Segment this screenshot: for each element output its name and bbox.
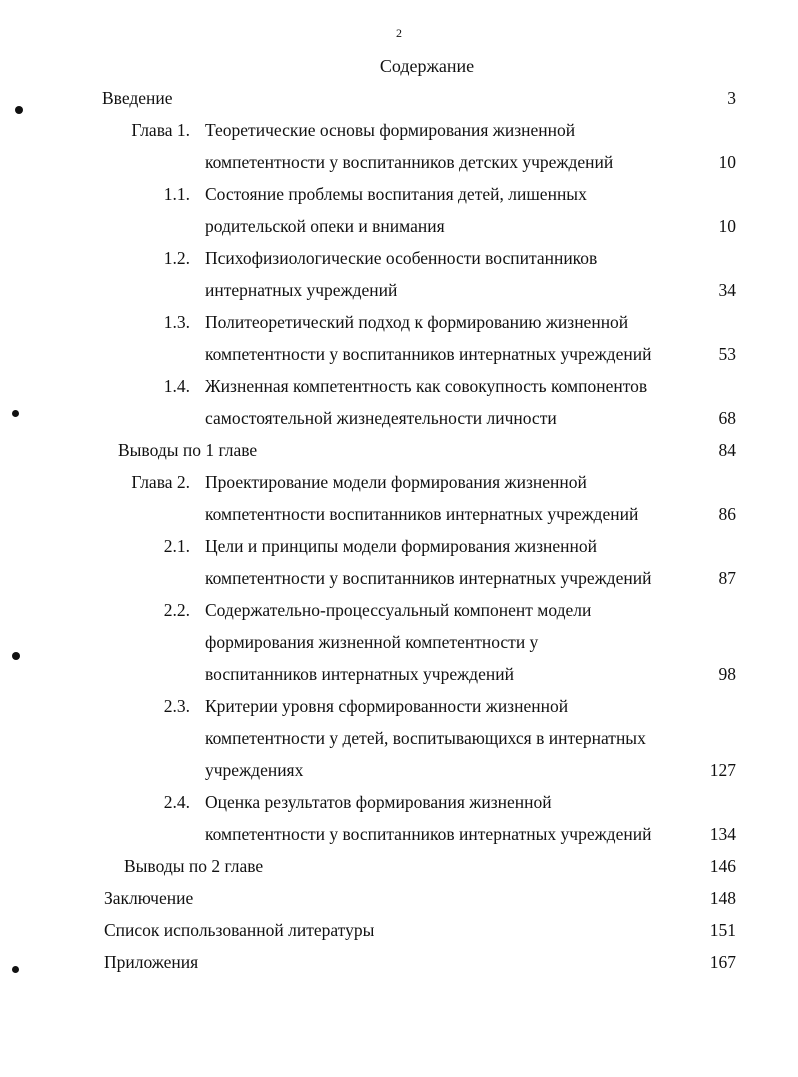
toc-entry-label: 2.3. — [163, 696, 190, 716]
toc-entry-page: 10 — [718, 152, 736, 172]
toc-entry-page: 87 — [718, 568, 736, 588]
toc-entry-page: 34 — [718, 280, 736, 300]
toc-entry-text: Содержательно-процессуальный компонент модели — [205, 600, 592, 620]
toc-entry-page: 84 — [718, 440, 736, 460]
toc-entry-text: Введение — [102, 88, 173, 108]
toc-entry-text: Критерии уровня сформированности жизненной — [205, 696, 569, 716]
toc-entry-text: Выводы по 1 главе — [118, 440, 258, 460]
toc-entry-label: 1.3. — [163, 312, 190, 332]
binder-hole-mark — [15, 106, 23, 114]
toc-entry-label: 1.4. — [163, 376, 190, 396]
toc-entry-page: 134 — [709, 824, 736, 844]
toc-title: Содержание — [379, 56, 475, 76]
toc-entry-text: Выводы по 2 главе — [124, 856, 264, 876]
toc-entry-text: Политеоретический подход к формированию жизненной — [205, 312, 629, 332]
toc-entry-text: самостоятельной жизнедеятельности личности — [205, 408, 557, 428]
toc-entry-text: Жизненная компетентность как совокупность компонентов — [205, 376, 648, 396]
toc-entry-label: 1.2. — [163, 248, 190, 268]
toc-entry-label: Глава 2. — [131, 472, 190, 492]
toc-entry-page: 10 — [718, 216, 736, 236]
binder-hole-mark — [12, 966, 19, 973]
toc-entry-label: 2.4. — [163, 792, 190, 812]
toc-entry-page: 86 — [718, 504, 736, 524]
toc-entry-text: Список использованной литературы — [104, 920, 375, 940]
toc-entry-text: компетентности у детей, воспитывающихся в интернатных — [205, 728, 646, 748]
toc-entry-page: 3 — [727, 88, 736, 108]
toc-entry-label: 2.1. — [163, 536, 190, 556]
toc-entry-page: 68 — [718, 408, 736, 428]
toc-entry-page: 127 — [709, 760, 736, 780]
toc-entry-page: 151 — [709, 920, 736, 940]
toc-entry-page: 167 — [709, 952, 736, 972]
toc-entry-label: 2.2. — [163, 600, 190, 620]
toc-entry-label: Глава 1. — [131, 120, 190, 140]
toc-entry-page: 98 — [718, 664, 736, 684]
toc-entry-page: 148 — [709, 888, 736, 908]
toc-entry-text: компетентности у воспитанников детских учреждений — [205, 152, 614, 172]
toc-entry-text: компетентности у воспитанников интернатных учреждений — [205, 568, 652, 588]
toc-entry-text: Психофизиологические особенности воспитанников — [205, 248, 598, 268]
toc-entry-text: Теоретические основы формирования жизненной — [205, 120, 576, 140]
binder-hole-mark — [12, 652, 20, 660]
toc-entry-text: воспитанников интернатных учреждений — [205, 664, 514, 684]
toc-entry-label: 1.1. — [163, 184, 190, 204]
toc-entry-text: компетентности у воспитанников интернатных учреждений — [205, 824, 652, 844]
toc-entry-text: формирования жизненной компетентности у — [205, 632, 539, 652]
toc-entry-text: Состояние проблемы воспитания детей, лишенных — [205, 184, 587, 204]
toc-entry-page: 146 — [709, 856, 736, 876]
toc-entry-text: Проектирование модели формирования жизненной — [205, 472, 587, 492]
toc-entry-text: Цели и принципы модели формирования жизненной — [205, 536, 597, 556]
toc-entry-page: 53 — [718, 344, 736, 364]
toc-entry-text: Заключение — [104, 888, 194, 908]
toc-entry-text: Приложения — [104, 952, 199, 972]
toc-entry-text: учреждениях — [205, 760, 304, 780]
page-number: 2 — [396, 26, 402, 40]
toc-entry-text: компетентности воспитанников интернатных учреждений — [205, 504, 639, 524]
toc-entry-text: интернатных учреждений — [205, 280, 398, 300]
binder-hole-mark — [12, 410, 19, 417]
toc-entry-text: родительской опеки и внимания — [205, 216, 445, 236]
toc-entry-text: компетентности у воспитанников интернатных учреждений — [205, 344, 652, 364]
toc-entry-text: Оценка результатов формирования жизненной — [205, 792, 552, 812]
